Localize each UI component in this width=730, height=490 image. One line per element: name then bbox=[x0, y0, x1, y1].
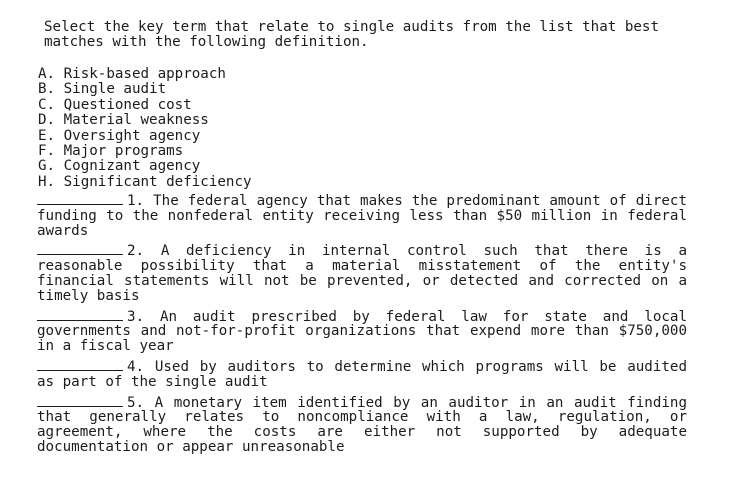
definition-number: 3. bbox=[127, 308, 145, 325]
term-option bbox=[38, 113, 252, 128]
definition-item bbox=[37, 395, 687, 455]
term-option bbox=[38, 159, 252, 174]
term-label: Material weakness bbox=[63, 112, 209, 129]
definition-number: 4. bbox=[127, 358, 145, 375]
term-letter: A. bbox=[38, 66, 56, 82]
term-option bbox=[38, 129, 252, 144]
definition-item bbox=[37, 359, 687, 390]
definition-text: A monetary item identified by an auditor in an audit finding that generally relates to noncompliance with a law, regulation, or agreement, where the costs are either not supported by adequate documentation or appear unreasonable bbox=[37, 394, 687, 455]
term-letter: B. bbox=[38, 81, 56, 98]
term-letter: C. bbox=[38, 96, 56, 113]
term-label: Questioned cost bbox=[63, 96, 192, 113]
term-option bbox=[38, 67, 252, 82]
term-label: Single audit bbox=[63, 81, 167, 98]
term-option bbox=[38, 82, 252, 97]
definition-item bbox=[37, 243, 687, 303]
definition-number: 5. bbox=[127, 394, 145, 411]
definition-number: 1. bbox=[127, 193, 145, 209]
definition-text: A deficiency in internal control such that there is a reasonable possibility that a material misstatement of the entity's financial statements will not be prevented, or detected and corrected on a timely basis bbox=[37, 243, 687, 304]
term-letter: F. bbox=[38, 143, 56, 160]
definition-text: An audit prescribed by federal law for state and local governments and not-for-profit organizations that expend more than $750,000 in a fiscal year bbox=[37, 308, 687, 355]
term-letter: D. bbox=[38, 112, 56, 129]
term-letter: G. bbox=[38, 158, 56, 175]
term-option bbox=[38, 175, 252, 190]
answer-blank[interactable] bbox=[37, 395, 123, 407]
term-list bbox=[38, 67, 252, 190]
term-label: Cognizant agency bbox=[63, 158, 201, 175]
definition-list bbox=[37, 193, 687, 460]
answer-blank[interactable] bbox=[37, 359, 123, 371]
definition-text: Used by auditors to determine which programs will be audited as part of the single audit bbox=[37, 358, 687, 390]
term-label: Risk-based approach bbox=[63, 66, 226, 82]
answer-blank[interactable] bbox=[37, 193, 123, 205]
term-label: Oversight agency bbox=[63, 127, 201, 144]
term-label: Significant deficiency bbox=[63, 173, 252, 190]
term-label: Major programs bbox=[63, 143, 184, 160]
answer-blank[interactable] bbox=[37, 243, 123, 255]
definition-item bbox=[37, 193, 687, 238]
term-option bbox=[38, 98, 252, 113]
answer-blank[interactable] bbox=[37, 309, 123, 321]
definition-number: 2. bbox=[127, 243, 145, 260]
term-option bbox=[38, 144, 252, 159]
term-letter: H. bbox=[38, 173, 56, 190]
definition-item bbox=[37, 309, 687, 354]
term-letter: E. bbox=[38, 127, 56, 144]
definition-text: The federal agency that makes the predominant amount of direct funding to the nonfederal entity receiving less than $50 million in federal awards bbox=[37, 193, 687, 239]
instructions-text: Select the key term that relate to single audits from the list that best matches with the following definition. bbox=[44, 19, 659, 50]
